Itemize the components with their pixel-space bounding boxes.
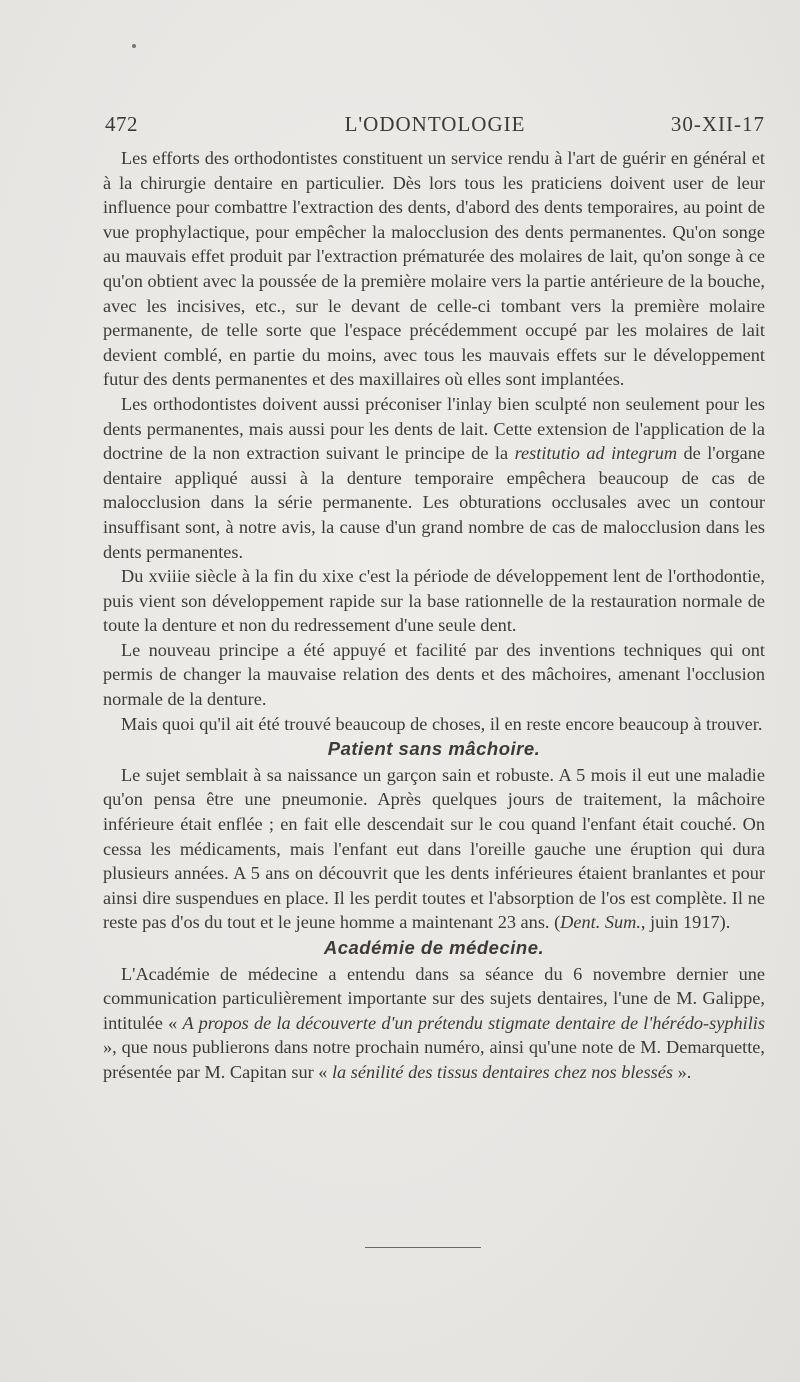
- patient-case-text: Le sujet semblait à sa naissance un garçon sain et robuste. A 5 mois il eut une maladie qu'on pensa être une pneumonie. Après quelques jours de traitement, la mâchoire inférieure était enflée ; en fait elle descendait sur le cou quand l'enfant était couché. On cessa les médicaments, mais l'enfant eut dans l'oreille gauche une éruption qui dura plusieurs années. A 5 ans on découvrit que les dents inférieures étaient branlantes et pour ainsi dire suspendues en place. Il les perdit toutes et l'absorption de l'os est complète. Il ne reste pas d'os du tout et le jeune homme a maintenant 23 ans. (: [103, 764, 765, 933]
- academie-text-3: ».: [673, 1061, 692, 1082]
- issue-date: 30-XII-17: [670, 112, 765, 136]
- section-heading-patient: Patient sans mâchoire.: [327, 738, 541, 760]
- academie-text-2: », que nous publierons dans notre prochain numéro, ainsi qu'une note de M. Demarquette, présentée par M. Capitan sur «: [103, 1037, 765, 1082]
- citation-journal: Dent. Sum.: [560, 912, 641, 933]
- section-heading-academie: Académie de médecine.: [323, 937, 545, 958]
- journal-title: L'ODONTOLOGIE: [344, 112, 526, 136]
- academie-text-1: L'Académie de médecine a entendu dans sa séance du 6 novembre dernier une communication particulièrement importante sur des sujets dentaires, l'une de M. Galippe, intitulée «: [103, 963, 765, 1033]
- paragraph-inlay: [103, 392, 765, 564]
- paragraph-inlay-text-start: Les orthodontistes doivent aussi préconiser l'inlay bien sculpté non seulement pour les dents permanentes, mais aussi pour les dents de lait. Cette extension de l'application de la doctrine de la non extraction suivant le principe de la: [103, 393, 765, 464]
- article-body: [103, 146, 765, 1085]
- paragraph-new-principle: Le nouveau principe a été appuyé et facilité par des inventions techniques qui ont permis de changer la mauvaise relation des dents et des mâchoires, amenant l'occlusion normale de la denture.: [103, 639, 765, 710]
- running-header: [105, 112, 765, 142]
- page-number: 472: [105, 112, 138, 136]
- paragraph-patient-case: [103, 763, 765, 935]
- paragraph-still-to-find: Mais quoi qu'il ait été trouvé beaucoup de choses, il en reste encore beaucoup à trouver.: [121, 713, 763, 734]
- paragraph-academie: [103, 962, 765, 1085]
- communication-title-galippe: A propos de la découverte d'un prétendu stigmate dentaire de l'hérédo-syphilis: [182, 1012, 766, 1033]
- latin-phrase: restitutio ad integrum: [514, 443, 678, 464]
- paragraph-inlay-text-end: de l'organe dentaire appliqué aussi à la denture temporaire empêchera beaucoup de cas de malocclusion dans la série permanente. Les obturations occlusales avec un contour insuffisant sont, à notre avis, la cause d'un grand nombre de cas de malocclusion dans les dents permanentes.: [103, 443, 766, 562]
- closing-rule: [365, 1247, 481, 1248]
- ink-speck: [132, 44, 136, 48]
- paragraph-orthodontists-efforts: Les efforts des orthodontistes constituent un service rendu à l'art de guérir en général et à la chirurgie dentaire en particulier. Dès lors tous les praticiens doivent user de leur influence pour combattre l'extraction des dents, d'abord des dents temporaires, au point de vue prophylactique, pour empêcher la malocclusion des dents permanentes. Qu'on songe au mauvais effet produit par l'extraction prématurée des molaires de lait, qu'on songe à ce qu'on obtient avec la poussée de la première molaire vers la partie antérieure de la bouche, avec les incisives, etc., sur le devant de celle-ci tombant vers la première molaire permanente, de telle sorte que l'espace précédemment occupé par les molaires de lait devient comblé, en partie du moins, avec tous les mauvais effets sur le développement futur des dents permanentes et des maxillaires où elles sont implantées.: [103, 148, 765, 390]
- paragraph-history: Du xviiie siècle à la fin du xixe c'est la période de développement lent de l'orthodontie, puis vient son développement rapide sur la base rationnelle de la restauration normale de toute la denture et non du redressement d'une seule dent.: [103, 566, 765, 636]
- citation-date: , juin 1917).: [640, 912, 731, 933]
- communication-title-capitan: la sénilité des tissus dentaires chez nos blessés: [331, 1061, 674, 1082]
